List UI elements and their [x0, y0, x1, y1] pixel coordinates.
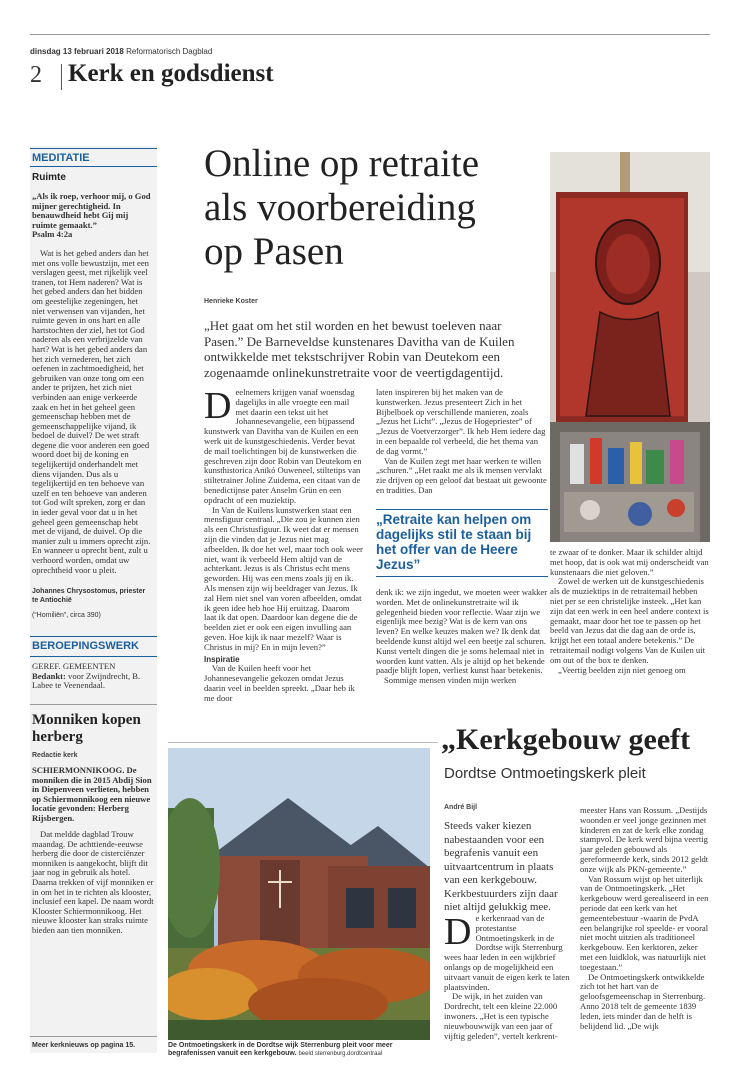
- second-column-2: meester Hans van Rossum. „Destijds woonden er veel jonge gezinnen met kinderen en zat de kerk elke zondag stampvol. De kerk werd bijna veertig jaar geleden gebouwd als gereformeerde kerk, sinds 2012 geldt onze wijk als PKN-gemeente.” Van Rossum wijst op het uiterlijk van de Ontmoetingskerk. „Het kerkgebouw werd gerealiseerd in een periode dat een kerk van het gemeentebestuur -waarin de PvdA een belangrijke rol speelde- er vooral niet mocht uitzien als traditioneel kerkgebouw. Een kerktoren, zeker met een luidklok, was natuurlijk niet toegestaan.” De Ontmoetingskerk ontwikkelde zich tot het hart van de geloofsgemeenschap in Sterrenburg. Anno 2018 telt de gemeente 1839 leden, iets minder dan de helft is belijdend lid. „De wijk: [580, 805, 709, 1031]
- meditatie-source: (“Homiliën”, circa 390): [32, 612, 101, 619]
- meditatie-title: Ruimte: [32, 172, 66, 183]
- lower-divider: [168, 742, 438, 743]
- church-caption: De Ontmoetingskerk in de Dordtse wijk Sterrenburg pleit voor meer begrafenissen vanuit een kerkgebouw. beeld sterrenburg.dordtcentraal: [168, 1042, 393, 1058]
- second-column-1: De kerkenraad van de protestantse Ontmoetingskerk in de Dordtse wijk Sterrenburg wees haar leden in een wijkbrief onlangs op de mogelijkheid een uitvaart vanuit de eigen kerk te laten plaatsvinden. De wijk, in het zuiden van Dordrecht, telt een kleine 22.000 inwoners. „Het is een typische nieuwbouwwijk van een jaar of vijftig geleden”, vertelt kerkrent-: [444, 911, 570, 1041]
- monniken-title: Monniken kopen herberg: [32, 712, 141, 745]
- masthead-date: dinsdag 13 februari 2018 Reformatorisch Dagblad: [30, 47, 213, 56]
- monniken-byline: Redactie kerk: [32, 752, 78, 759]
- main-column-2a: laten inspireren bij het maken van de kunstwerken. Jezus presenteert Zich in het Bijbelboek op verschillende manieren, zoals „Jezus het Licht”. „Jezus de Hogepriester” of „Jezus de Voetverzorger”. Ik heb Hem iedere dag in een bepaalde rol verbeeld, die het thema van de dag vormt.” Van de Kuilen zegt met haar werken te willen „schuren.” „Het raakt me als ik mensen vervlakt zie drijven op een geloof dat bestaat uit gewoonte en tradities. Dan: [376, 387, 547, 495]
- beroepingswerk-label: BEROEPINGSWERK: [32, 640, 139, 652]
- meditatie-rule: [30, 166, 157, 167]
- main-dropcap: D: [204, 385, 232, 427]
- main-headline: Online op retraite als voorbereiding op Pasen: [204, 142, 480, 273]
- section-title: Kerk en godsdienst: [68, 60, 274, 87]
- beroeping-top-rule: [30, 636, 157, 637]
- main-column-3: te zwaar of te donker. Maar ik schilder altijd met hoop, dat is ook wat mij onderscheidt van kunstenaars die niet geloven.” Zowel de werken uit de kunstgeschiedenis als de muziektips in de retraitemail hebben niet per se een christelijke insteek. „Het kan zijn dat een werk in een heel andere context is gemaakt, maar door het toe te passen op het beeld van Jezus dat die dag aan de orde is, krijgt het een totaal andere betekenis.” De retraitemail nodigt volgens Van de Kuilen uit om out of the box te denken. „Veertig beelden zijn niet genoeg om: [550, 547, 709, 675]
- main-column-2b: denk ik: we zijn ingedut, we moeten weer wakker worden. Met de onlinekunstretraite wil ik gelegenheid bieden voor reflectie. Waar zijn we eigenlijk mee bezig? Wat is de kern van ons leven? En welke keuzes maken we? Ik denk dat beeldende kunst altijd wel een beetje zal schuren. Kunst vertelt dingen die je soms helemaal niet in woorden kunt vatten. Als je altijd op het bekende paadje blijft lopen, verliest kunst haar betekenis. Sommige mensen vinden mijn werken: [376, 587, 548, 686]
- page-number-divider: [61, 64, 62, 90]
- second-intro: Steeds vaker kiezen nabestaanden voor een begrafenis vanuit een uitvaartcentrum in plaats van een kerkgebouw. Kerkbestuurders zijn daar niet altijd gelukkig mee.: [444, 820, 558, 913]
- second-headline: „Kerkgebouw geeft: [441, 723, 691, 756]
- main-intro: „Het gaat om het stil worden en het bewust toeleven naar Pasen.” De Barneveldse kunstenares Davitha van de Kuilen ontwikkelde met tekstschrijver Robin van Deutekom een zogenaamde onlinekunstretraite voor de veertigdagentijd.: [204, 318, 515, 380]
- pull-quote: „Retraite kan helpen om dagelijks stil te staan bij het offer van de Heere Jezus”: [376, 512, 532, 572]
- monniken-bottom-rule: [30, 1036, 157, 1037]
- artwork-photo: [550, 152, 710, 542]
- sidebar-top-rule: [30, 148, 157, 149]
- page-number: 2: [30, 62, 42, 88]
- second-dropcap: D: [444, 911, 472, 953]
- quote-top-rule: [376, 509, 548, 510]
- meditatie-label: MEDITATIE: [32, 152, 90, 164]
- monniken-lead: SCHIERMONNIKOOG. De monniken die in 2015 Abdij Sion in Diepenveen verlieten, hebben op Schiermonnikoog een nieuwe locatie gevonden: Herberg Rijsbergen.: [32, 765, 152, 823]
- masthead-rule: [30, 34, 710, 35]
- second-subheadline: Dordtse Ontmoetingskerk pleit: [444, 765, 646, 782]
- main-column-1: Deelnemers krijgen vanaf woensdag dagelijks in alle vroegte een mail met daarin een tekst uit het Johannesevangelie, een bijpassend kunstwerk van Davitha van de Kuilen en een werk uit de kunstgeschiedenis. Verder bevat de mail toelichtingen bij de kunstwerken die geschreven zijn door Robin van Deutekom en kunsthistorica Anikó Ouweneel, stiltetips van stiltetrainer Joline Zuidema, een citaat van de benedictijnse pater Anselm Grün en een opdracht of een muziektip. In Van de Kuilens kunstwerken staat een mensfiguur centraal. „Die zou je kunnen zien als een Christusfiguur. Ik weet dat er mensen zijn die vinden dat je Jezus niet mag afbeelden. Ik doe het wel, maar toch ook weer niet, want ik verbeeld Hem altijd van de achterkant. Jezus is als Christus echt mens geworden. Hij was een mens zoals jij en ik. Als mensen zijn wij beeldrager van Jezus. Ik zal Hem niet snel van voren afbeelden, omdat ik geen idee heb hoe Hij eruitzag. Daarom laat ik dat open. Daardoor kan degene die de beelden ziet er ook een eigen invulling aan geven. Hoe kijk ik naar mezelf? Waar is Christus in mij? En in mijn leven?” Inspiratie Van de Kuilen heeft voor het Johannesevangelie gekozen omdat Jezus daarin veel in beelden spreekt. „Daar heb ik me door: [204, 385, 363, 703]
- second-byline: André Bijl: [444, 804, 478, 811]
- beroeping-rule: [30, 656, 157, 657]
- main-subhead: Inspiratie: [204, 654, 240, 664]
- quote-bottom-rule: [376, 576, 548, 577]
- meditatie-reference: Psalm 4:2a: [32, 229, 73, 240]
- meditatie-author: Johannes Chrysostomus, priester te Antiochië: [32, 588, 146, 604]
- church-photo: [168, 748, 430, 1040]
- monniken-body: Dat meldde dagblad Trouw maandag. De achttiende-eeuwse herberg die door de cisterciënzer monniken is aangekocht, blijft dit jaar nog in gebruik als hotel. Daarna trekken of vijf monniken er in om het in te richten als klooster, inclusief een kapel. De naam wordt Klooster Schiermonnikoog. Het nieuwe klooster kan straks ruimte bieden aan tien monniken.: [32, 829, 154, 935]
- beroeping-bottom-rule: [30, 704, 157, 705]
- more-news-link[interactable]: Meer kerknieuws op pagina 15.: [32, 1042, 136, 1049]
- beroepingswerk-text: GEREF. GEMEENTEN Bedankt: voor Zwijndrecht, B. Labee te Veenendaal.: [32, 661, 141, 691]
- main-byline: Henrieke Koster: [204, 298, 258, 305]
- meditatie-body: Wat is het gebed anders dan het met ons volle bewustzijn, met een verslagen geest, met rijkelijk veel tranen, tot Hem naderen? Wat is het gebed anders dan het bidden om geestelijke zegeningen, het niet verwensen van vijanden, het ruimte geven in ons hart en alle hartstochten der ziel, het tot God naderen als een verbrijzelde van hart? Wat is het gebed anders dan het zich vernederen, het zich oefenen in zachtmoedigheid, het gebruiken van onze tong om een ander te prijzen, het zich niet verbinden aan enige verkeerde zaak en het in het geheel geen gemeenschap hebben met de gemeenschappelijke vijand, ik bedoel de duivel? De wet straft degene die voor anderen een goed woord doet bij de koning en tegelijkertijd onderhandelt met diens vijanden. Dus als u tegelijkertijd en ten behoeve van uzelf en ten behoeve van anderen tot God wilt spreken, zorg er dan in ieder geval voor dat u in het geheel geen gemeenschap hebt met de vijand, de duivel. Op die manier zult u immers oprecht zijn. En wanneer u oprecht bent, zult u verhoord worden, omdat uw oprechtheid voor u pleit.: [32, 248, 151, 575]
- meditatie-verse: „Als ik roep, verhoor mij, o God mijner gerechtigheid. In benauwdheid hebt Gij mij ruimte gemaakt.” Psalm 4:2a: [32, 191, 151, 240]
